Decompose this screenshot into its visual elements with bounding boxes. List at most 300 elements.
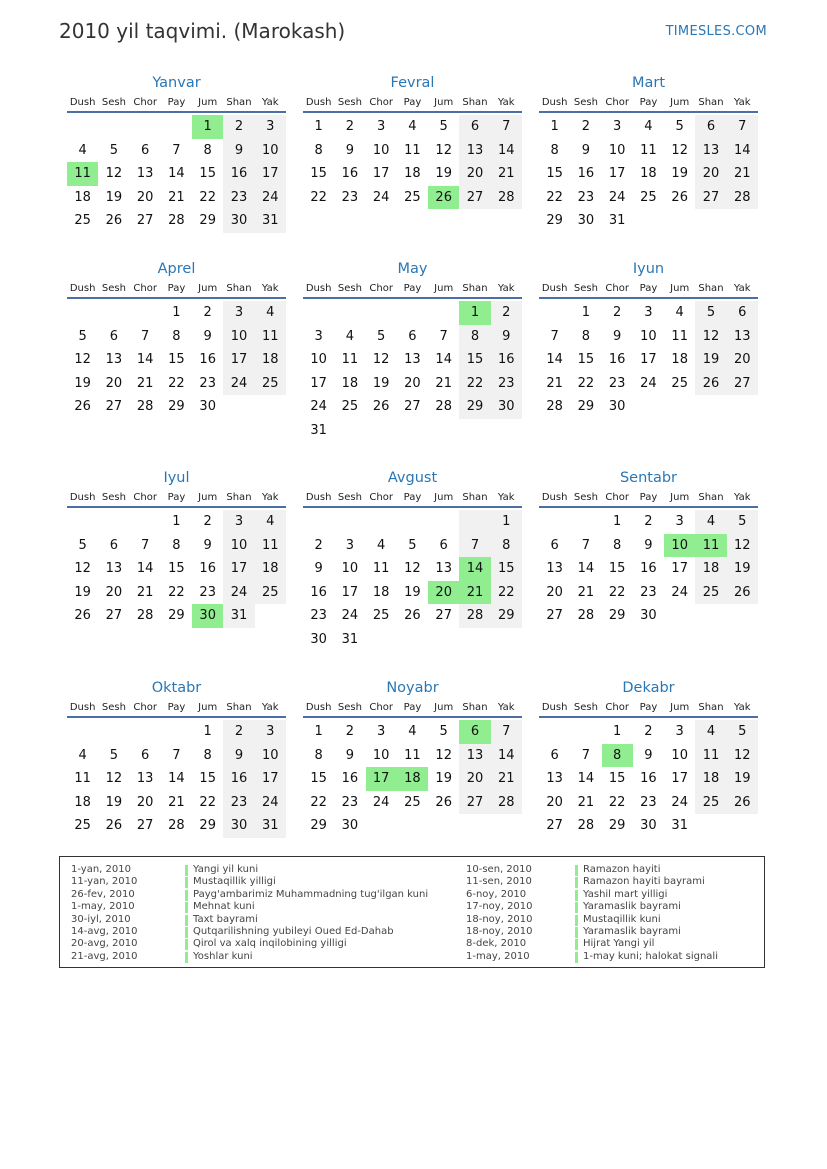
weekday-label: Sesh (101, 282, 126, 294)
weekday-header (303, 698, 522, 718)
day-grid (539, 510, 758, 628)
day-cell: 23 (577, 189, 595, 205)
day-cell: 15 (199, 166, 216, 182)
day-cell: 11 (372, 561, 390, 577)
day-cell: 24 (372, 794, 390, 810)
legend-row (60, 926, 764, 938)
day-cell: 2 (314, 537, 323, 553)
day-cell: 2 (644, 724, 653, 739)
day-cell: 29 (608, 818, 626, 834)
day-cell: 25 (671, 375, 688, 391)
day-cell: 3 (223, 301, 254, 325)
day-cell: 23 (223, 791, 254, 815)
day-cell: 3 (223, 510, 254, 534)
month-fevral (303, 73, 522, 209)
day-cell: 20 (136, 794, 154, 810)
weekday-label: Yak (733, 282, 751, 294)
day-cell: 14 (168, 771, 185, 787)
day-cell: 29 (310, 818, 327, 834)
day-cell: 19 (435, 166, 452, 182)
weekday-label: Pay (167, 491, 186, 503)
day-cell: 2 (581, 119, 591, 134)
day-grid (539, 720, 758, 838)
day-cell: 20 (105, 584, 123, 600)
legend-marker (575, 952, 578, 963)
day-cell: 21 (727, 162, 758, 186)
day-cell: 31 (255, 209, 286, 233)
day-cell: 5 (727, 720, 758, 744)
legend-date: 1-yan, 2010 (71, 864, 131, 875)
day-cell: 5 (695, 301, 726, 325)
weekday-label: Pay (403, 96, 422, 108)
weekday-label: Jum (434, 491, 454, 503)
weekday-header (539, 488, 758, 508)
legend-holiday-name: Mustaqillik kuni (583, 913, 661, 925)
weekday-header (539, 93, 758, 113)
day-cell: 24 (310, 399, 327, 415)
legend-holiday-name: Yashil mart yilligi (583, 888, 668, 900)
day-cell: 8 (550, 142, 559, 158)
legend-date: 6-noy, 2010 (466, 888, 527, 900)
empty-cell (539, 720, 570, 744)
weekday-label: Chor (605, 282, 629, 294)
weekday-label: Pay (167, 96, 186, 108)
month-mart (539, 73, 758, 233)
weekday-label: Pay (639, 282, 658, 294)
day-cell: 29 (199, 213, 216, 229)
weekday-label: Chor (369, 282, 393, 294)
weekday-label: Sesh (337, 282, 362, 294)
day-cell: 28 (136, 399, 154, 415)
day-cell: 3 (314, 328, 323, 344)
day-cell: 28 (136, 608, 154, 624)
day-cell: 18 (695, 557, 726, 581)
day-cell: 2 (223, 115, 254, 139)
day-cell: 14 (435, 352, 452, 368)
weekday-header (303, 488, 522, 508)
legend-holiday-name: Mehnat kuni (193, 901, 255, 913)
weekday-label: Yak (261, 491, 279, 503)
weekday-header (539, 279, 758, 299)
day-cell: 23 (223, 186, 254, 210)
day-cell: 16 (199, 352, 216, 368)
weekday-label: Shan (226, 96, 252, 108)
legend-row (60, 938, 764, 950)
day-cell: 12 (727, 744, 758, 768)
day-cell: 22 (310, 794, 327, 810)
legend-marker (575, 865, 578, 876)
day-cell: 20 (546, 794, 563, 810)
day-cell: 18 (695, 767, 726, 791)
empty-cell (366, 301, 397, 325)
legend-date: 20-avg, 2010 (71, 938, 138, 950)
day-cell: 18 (74, 794, 91, 810)
day-cell: 24 (255, 186, 286, 210)
weekday-label: Yak (497, 96, 515, 108)
day-cell: 24 (671, 794, 688, 810)
weekday-label: Sesh (337, 96, 362, 108)
day-cell: 21 (491, 162, 522, 186)
day-cell: 2 (203, 514, 212, 529)
empty-cell (334, 510, 365, 534)
empty-cell (397, 510, 428, 534)
day-cell: 12 (727, 534, 758, 558)
day-cell: 14 (136, 561, 154, 577)
weekday-label: Dush (541, 701, 568, 713)
legend-holiday-name: Yoshlar kuni (193, 950, 253, 962)
holiday-day-cell: 1 (192, 115, 223, 139)
day-cell: 22 (608, 584, 626, 600)
day-cell: 22 (546, 189, 563, 205)
legend-row (60, 951, 764, 963)
day-cell: 5 (675, 119, 684, 134)
weekday-label: Shan (698, 96, 724, 108)
day-cell: 10 (372, 142, 390, 158)
day-cell: 25 (640, 189, 657, 205)
day-cell: 20 (105, 375, 123, 391)
day-cell: 29 (168, 608, 185, 624)
day-cell: 15 (491, 557, 522, 581)
empty-cell (98, 301, 129, 325)
day-cell: 29 (491, 604, 522, 628)
weekday-header (303, 279, 522, 299)
legend-date: 1-may, 2010 (466, 950, 530, 962)
brand-link[interactable]: TIMESLES.COM (665, 24, 767, 39)
day-cell: 1 (550, 119, 559, 134)
weekday-label: Pay (403, 701, 422, 713)
day-cell: 14 (727, 139, 758, 163)
day-cell: 30 (199, 399, 216, 415)
legend-marker (575, 939, 578, 950)
day-cell: 3 (644, 305, 653, 320)
month-name: Dekabr (622, 680, 675, 696)
month-dekabr (539, 678, 758, 838)
weekday-label: Dush (69, 491, 96, 503)
weekday-label: Sesh (101, 701, 126, 713)
day-cell: 3 (345, 537, 355, 553)
day-cell: 7 (550, 328, 559, 344)
empty-cell (428, 301, 459, 325)
legend-holiday-name: Yaramaslik bayrami (583, 926, 681, 937)
weekday-label: Sesh (573, 701, 598, 713)
day-cell: 28 (168, 818, 185, 834)
holiday-day-cell: 11 (67, 162, 98, 186)
holiday-day-cell: 11 (695, 534, 726, 558)
day-cell: 5 (109, 747, 119, 763)
weekday-label: Pay (639, 701, 658, 713)
legend-holiday-name: Ramazon hayiti bayrami (583, 876, 705, 888)
day-cell: 19 (74, 375, 91, 391)
month-yanvar (67, 73, 286, 233)
day-cell: 18 (671, 352, 688, 368)
day-cell: 18 (255, 557, 286, 581)
month-sentabr (539, 468, 758, 628)
day-cell: 26 (372, 399, 390, 415)
day-cell: 17 (223, 348, 254, 372)
weekday-label: Dush (69, 701, 96, 713)
legend-marker (575, 927, 578, 938)
day-cell: 28 (435, 399, 452, 415)
weekday-label: Yak (497, 491, 515, 503)
holiday-day-cell: 17 (366, 767, 397, 791)
day-cell: 14 (577, 561, 595, 577)
day-cell: 13 (546, 561, 563, 577)
day-cell: 27 (546, 608, 563, 624)
weekday-label: Chor (605, 96, 629, 108)
weekday-header (67, 488, 286, 508)
weekday-label: Pay (403, 282, 422, 294)
day-cell: 7 (172, 747, 181, 763)
day-cell: 8 (459, 325, 490, 349)
weekday-label: Jum (670, 491, 690, 503)
empty-cell (570, 510, 601, 534)
day-cell: 6 (439, 537, 448, 553)
day-cell: 12 (74, 352, 91, 368)
legend-date: 17-noy, 2010 (466, 901, 533, 913)
holiday-day-cell: 26 (428, 186, 459, 210)
weekday-label: Yak (497, 701, 515, 713)
day-cell: 3 (255, 115, 286, 139)
weekday-label: Dush (305, 96, 332, 108)
legend-date: 21-avg, 2010 (71, 950, 138, 962)
month-name: Avgust (387, 470, 438, 486)
day-cell: 28 (577, 608, 595, 624)
day-cell: 26 (105, 818, 123, 834)
day-cell: 31 (255, 814, 286, 838)
day-cell: 8 (314, 142, 323, 158)
day-cell: 15 (310, 166, 327, 182)
day-cell: 12 (105, 771, 123, 787)
day-cell: 13 (404, 352, 421, 368)
legend-date: 18-noy, 2010 (466, 913, 533, 925)
day-cell: 4 (255, 510, 286, 534)
weekday-label: Shan (226, 282, 252, 294)
month-name: Mart (631, 75, 666, 91)
empty-cell (67, 115, 98, 139)
day-cell: 8 (581, 328, 591, 344)
day-cell: 18 (341, 375, 359, 391)
day-cell: 2 (203, 305, 212, 320)
day-cell: 20 (459, 162, 490, 186)
day-cell: 20 (695, 162, 726, 186)
day-cell: 27 (727, 372, 758, 396)
day-cell: 23 (199, 375, 216, 391)
day-cell: 7 (141, 328, 150, 344)
day-cell: 7 (439, 328, 448, 344)
empty-cell (366, 510, 397, 534)
weekday-label: Dush (541, 282, 568, 294)
weekday-label: Dush (541, 96, 568, 108)
day-cell: 16 (341, 771, 359, 787)
day-cell: 16 (577, 166, 595, 182)
day-cell: 30 (491, 395, 522, 419)
day-cell: 18 (640, 166, 657, 182)
day-cell: 9 (581, 142, 591, 158)
day-cell: 25 (255, 372, 286, 396)
weekday-label: Sesh (573, 282, 598, 294)
weekday-label: Pay (403, 491, 422, 503)
day-cell: 22 (310, 189, 327, 205)
day-cell: 26 (105, 213, 123, 229)
day-cell: 19 (74, 584, 91, 600)
day-cell: 23 (640, 584, 657, 600)
day-cell: 7 (491, 720, 522, 744)
day-cell: 15 (168, 561, 185, 577)
day-cell: 27 (136, 213, 154, 229)
day-cell: 16 (199, 561, 216, 577)
day-cell: 12 (695, 325, 726, 349)
month-noyabr (303, 678, 522, 838)
legend-row (60, 864, 764, 876)
day-cell: 14 (491, 744, 522, 768)
weekday-label: Dush (541, 491, 568, 503)
day-cell: 3 (675, 724, 684, 739)
day-cell: 22 (491, 581, 522, 605)
day-cell: 26 (727, 791, 758, 815)
weekday-label: Sesh (101, 96, 126, 108)
day-cell: 16 (223, 767, 254, 791)
legend-holiday-name: Yaramaslik bayrami (583, 901, 681, 913)
day-grid (303, 510, 522, 652)
empty-cell (130, 720, 161, 744)
day-cell: 8 (203, 747, 212, 763)
weekday-label: Jum (434, 282, 454, 294)
day-cell: 25 (74, 818, 91, 834)
legend-holiday-name: Payg'ambarimiz Muhammadning tug'ilgan kuni (193, 888, 429, 900)
day-cell: 21 (577, 584, 595, 600)
day-cell: 5 (439, 119, 448, 134)
day-cell: 24 (671, 584, 688, 600)
day-cell: 16 (341, 166, 359, 182)
weekday-label: Sesh (337, 491, 362, 503)
day-cell: 19 (105, 189, 123, 205)
day-cell: 7 (727, 115, 758, 139)
day-cell: 26 (404, 608, 421, 624)
day-grid (67, 720, 286, 838)
day-cell: 28 (491, 791, 522, 815)
legend-holiday-name: 1-may kuni; halokat signali (583, 950, 718, 962)
month-name: Fevral (390, 75, 435, 91)
day-grid (67, 301, 286, 419)
day-cell: 27 (136, 818, 154, 834)
day-cell: 18 (372, 584, 390, 600)
day-cell: 5 (377, 328, 386, 344)
day-grid (539, 301, 758, 419)
day-cell: 21 (435, 375, 452, 391)
day-cell: 14 (136, 352, 154, 368)
weekday-label: Shan (698, 491, 724, 503)
weekday-label: Yak (733, 491, 751, 503)
day-cell: 11 (404, 142, 421, 158)
day-cell: 21 (168, 189, 185, 205)
day-cell: 24 (223, 581, 254, 605)
day-cell: 10 (223, 325, 254, 349)
weekday-label: Yak (733, 96, 751, 108)
day-cell: 8 (172, 537, 181, 553)
day-cell: 29 (608, 608, 626, 624)
day-cell: 14 (491, 139, 522, 163)
day-cell: 6 (459, 115, 490, 139)
day-cell: 9 (223, 139, 254, 163)
weekday-label: Pay (167, 701, 186, 713)
weekday-label: Shan (698, 282, 724, 294)
day-cell: 19 (671, 166, 688, 182)
day-cell: 8 (491, 534, 522, 558)
day-cell: 6 (109, 328, 119, 344)
day-cell: 22 (608, 794, 626, 810)
day-cell: 25 (255, 581, 286, 605)
empty-cell (334, 301, 365, 325)
weekday-header (67, 279, 286, 299)
empty-cell (161, 720, 192, 744)
holiday-day-cell: 30 (192, 604, 223, 628)
legend-row (60, 889, 764, 901)
day-grid (303, 115, 522, 209)
day-cell: 4 (695, 510, 726, 534)
holiday-day-cell: 20 (428, 581, 459, 605)
day-cell: 25 (404, 794, 421, 810)
day-cell: 20 (459, 767, 490, 791)
day-cell: 13 (136, 771, 154, 787)
day-cell: 27 (459, 791, 490, 815)
legend-marker (575, 877, 578, 888)
weekday-header (539, 698, 758, 718)
day-grid (303, 720, 522, 838)
weekday-label: Jum (670, 96, 690, 108)
day-cell: 24 (223, 372, 254, 396)
day-cell: 11 (695, 744, 726, 768)
legend-holiday-name: Yangi yil kuni (193, 864, 259, 875)
day-cell: 26 (727, 581, 758, 605)
day-cell: 26 (435, 794, 452, 810)
legend-marker (575, 915, 578, 926)
day-cell: 1 (172, 514, 181, 529)
weekday-label: Pay (639, 96, 658, 108)
day-cell: 20 (727, 348, 758, 372)
day-cell: 3 (675, 514, 684, 529)
day-cell: 23 (640, 794, 657, 810)
empty-cell (539, 510, 570, 534)
day-cell: 28 (577, 818, 595, 834)
day-cell: 7 (141, 537, 150, 553)
day-cell: 30 (341, 818, 359, 834)
legend-holiday-name: Qirol va xalq inqilobining yilligi (193, 938, 347, 950)
weekday-label: Chor (605, 701, 629, 713)
day-cell: 9 (223, 744, 254, 768)
day-cell: 26 (74, 608, 91, 624)
weekday-label: Jum (198, 701, 218, 713)
legend-date: 18-noy, 2010 (466, 926, 533, 937)
empty-cell (428, 510, 459, 534)
month-name: Aprel (157, 261, 196, 277)
day-cell: 23 (199, 584, 216, 600)
day-cell: 10 (640, 328, 657, 344)
empty-cell (98, 720, 129, 744)
legend-date: 26-fev, 2010 (71, 888, 135, 900)
day-cell: 8 (314, 747, 323, 763)
day-cell: 22 (577, 375, 595, 391)
day-cell: 12 (74, 561, 91, 577)
day-cell: 6 (141, 142, 150, 158)
day-cell: 17 (341, 584, 359, 600)
legend-holiday-name: Ramazon hayiti (583, 864, 661, 875)
day-cell: 12 (435, 142, 452, 158)
day-cell: 24 (341, 608, 359, 624)
weekday-label: Shan (462, 96, 488, 108)
day-cell: 4 (644, 119, 653, 134)
day-cell: 20 (546, 584, 563, 600)
day-cell: 22 (459, 372, 490, 396)
